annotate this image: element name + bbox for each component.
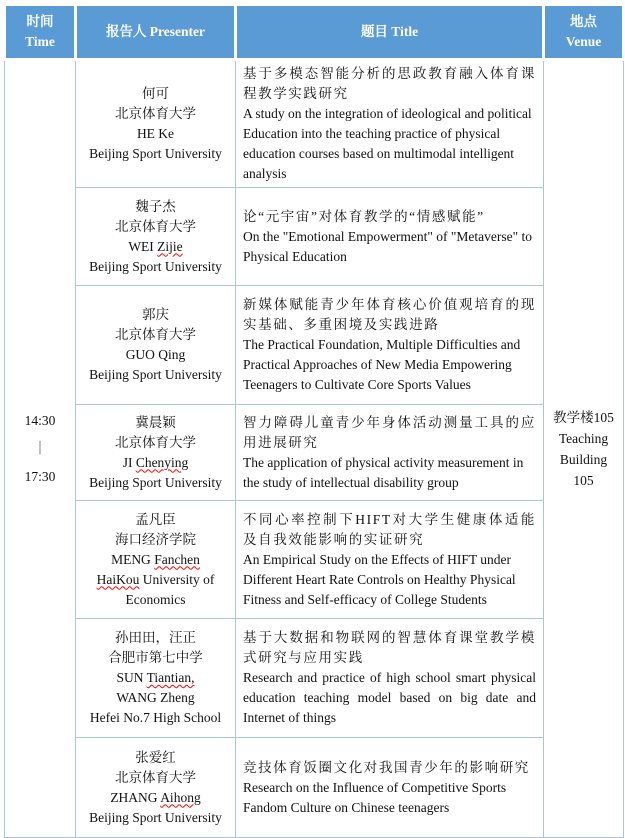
name-text: Beijing Sport University: [89, 367, 222, 382]
presenter-line: [80, 325, 231, 345]
venue-cell: [544, 60, 624, 838]
presenter-line: [80, 84, 231, 104]
schedule-table: [3, 3, 625, 838]
misspelled-name-text: Aihong: [160, 789, 201, 805]
title-zh: 基于大数据和物联网的智慧体育课堂教学模式研究与应用实践: [243, 630, 536, 665]
table-row: [5, 619, 624, 738]
title-cell: [236, 405, 544, 501]
table-row: [5, 188, 624, 286]
presenter-line: [80, 197, 231, 217]
presenter-cell: [76, 405, 236, 501]
header-time-zh: 时间: [26, 14, 54, 29]
time-line: 14:30: [24, 413, 56, 428]
presenter-line: [80, 708, 231, 728]
misspelled-name-text: Zijie: [157, 238, 183, 254]
venue-line: 教学楼105: [553, 410, 614, 425]
header-row: [5, 5, 624, 60]
title-cell: [236, 738, 544, 838]
presenter-cell: [76, 619, 236, 738]
name-text: Hefei No.7 High School: [89, 710, 222, 725]
title-en: On the "Emotional Empowerment" of "Metaverse" to Physical Education: [243, 228, 532, 264]
misspelled-name-text: HaiKou: [96, 571, 140, 587]
name-text: 北京体育大学: [115, 769, 196, 785]
presenter-line: [80, 628, 231, 648]
time-cell: [5, 60, 76, 838]
title-cell: [236, 286, 544, 405]
name-text: 北京体育大学: [115, 106, 196, 121]
name-text: 何可: [142, 86, 169, 101]
name-text: 张爱红: [135, 749, 176, 765]
presenter-line: [80, 748, 231, 768]
presenter-line: [80, 104, 231, 124]
time-line: ｜: [33, 441, 47, 456]
name-text: 孙田田，汪正: [115, 630, 196, 645]
presenter-cell: [76, 60, 236, 188]
title-en: Research and practice of high school smart physical education teaching model based on big date and Internet of things: [243, 670, 536, 725]
venue-line: 105: [573, 473, 594, 488]
title-zh: 新媒体赋能青少年体育核心价值观培育的现实基础、多重困境及实践进路: [243, 297, 536, 332]
presenter-line: [80, 688, 231, 708]
name-text: 海口经济学院: [115, 531, 196, 547]
title-zh: 论“元宇宙”对体育教学的“情感赋能”: [243, 208, 485, 224]
presenter-line: [80, 550, 231, 570]
presenter-line: [80, 570, 231, 610]
schedule-body: [5, 60, 624, 838]
title-en: An Empirical Study on the Effects of HIFT under Different Heart Rate Controls on Healthy Physical Fitness and Self-efficacy of College Students: [243, 551, 516, 607]
name-text: MENG: [111, 551, 155, 567]
presenter-line: [80, 413, 231, 433]
presenter-line: [80, 788, 231, 808]
name-text: WANG Zheng: [116, 690, 195, 705]
presenter-line: [80, 768, 231, 788]
name-text: University of Economics: [125, 571, 215, 607]
name-text: HE Ke: [136, 126, 175, 141]
name-text: 北京体育大学: [115, 218, 196, 234]
presenter-line: [80, 124, 231, 144]
header-time-en: Time: [25, 34, 55, 49]
presenter-line: [80, 453, 231, 473]
name-text: Beijing Sport University: [89, 258, 222, 274]
presenter-line: [80, 530, 231, 550]
table-row: [5, 405, 624, 501]
title-cell: [236, 188, 544, 286]
name-text: 北京体育大学: [115, 434, 196, 450]
title-cell: [236, 501, 544, 619]
title-en: The Practical Foundation, Multiple Difficulties and Practical Approaches of New Media Empowering Teenagers to Cultivate Core Sports Values: [243, 337, 521, 392]
name-text: JI: [122, 454, 136, 470]
name-text: Beijing Sport University: [89, 474, 222, 490]
table-row: [5, 286, 624, 405]
header-time: [5, 5, 76, 60]
name-text: Beijing Sport University: [89, 809, 222, 825]
presenter-line: [80, 668, 231, 688]
table-row: [5, 738, 624, 838]
title-zh: 不同心率控制下HIFT对大学生健康体适能及自我效能影响的实证研究: [243, 511, 536, 547]
venue-line: Teaching: [558, 431, 609, 446]
presenter-line: [80, 473, 231, 493]
presenter-line: [80, 217, 231, 237]
name-text: 魏子杰: [135, 198, 176, 214]
presenter-cell: [76, 286, 236, 405]
misspelled-name-text: Tiantian,: [146, 670, 195, 685]
name-text: 郭庆: [142, 307, 169, 322]
presenter-line: [80, 305, 231, 325]
table-row: [5, 501, 624, 619]
name-text: 孟凡臣: [135, 511, 176, 527]
header-venue-en: Venue: [565, 34, 602, 49]
misspelled-name-text: Fanchen: [154, 551, 200, 567]
presenter-line: [80, 345, 231, 365]
name-text: ZHANG: [110, 789, 161, 805]
presenter-line: [80, 433, 231, 453]
presenter-line: [80, 510, 231, 530]
presenter-line: [80, 808, 231, 828]
title-cell: [236, 60, 544, 188]
header-venue-zh: 地点: [570, 14, 597, 29]
presenter-line: [80, 648, 231, 668]
title-en: Research on the Influence of Competitive Sports Fandom Culture on Chinese teenagers: [243, 779, 507, 815]
name-text: SUN: [116, 670, 147, 685]
presenter-line: [80, 237, 231, 257]
presenter-line: [80, 144, 231, 164]
name-text: 冀晨颖: [135, 414, 176, 430]
table-row: [5, 60, 624, 188]
name-text: WEI: [128, 238, 158, 254]
header-venue: [544, 5, 624, 60]
venue-line: Building: [559, 452, 608, 467]
presenter-cell: [76, 738, 236, 838]
name-text: 合肥市第七中学: [108, 650, 203, 665]
title-zh: 竞技体育饭圈文化对我国青少年的影响研究: [243, 759, 530, 775]
presenter-line: [80, 365, 231, 385]
misspelled-name-text: Chenying: [135, 454, 189, 470]
time-line: 17:30: [24, 469, 56, 484]
title-en: A study on the integration of ideological and political Education into the teaching practice of physical education courses based on multimodal intelligent analysis: [243, 106, 532, 181]
header-presenter: 报告人 Presenter: [76, 5, 236, 60]
name-text: GUO Qing: [125, 347, 186, 362]
title-zh: 智力障碍儿童青少年身体活动测量工具的应用进展研究: [243, 414, 536, 450]
name-text: 北京体育大学: [115, 327, 196, 342]
presenter-cell: [76, 501, 236, 619]
presenter-line: [80, 257, 231, 277]
title-en: The application of physical activity measurement in the study of intellectual disability group: [243, 454, 524, 490]
title-cell: [236, 619, 544, 738]
title-zh: 基于多模态智能分析的思政教育融入体育课程教学实践研究: [243, 66, 536, 101]
presenter-cell: [76, 188, 236, 286]
name-text: Beijing Sport University: [89, 146, 222, 161]
header-title: 题目 Title: [236, 5, 544, 60]
